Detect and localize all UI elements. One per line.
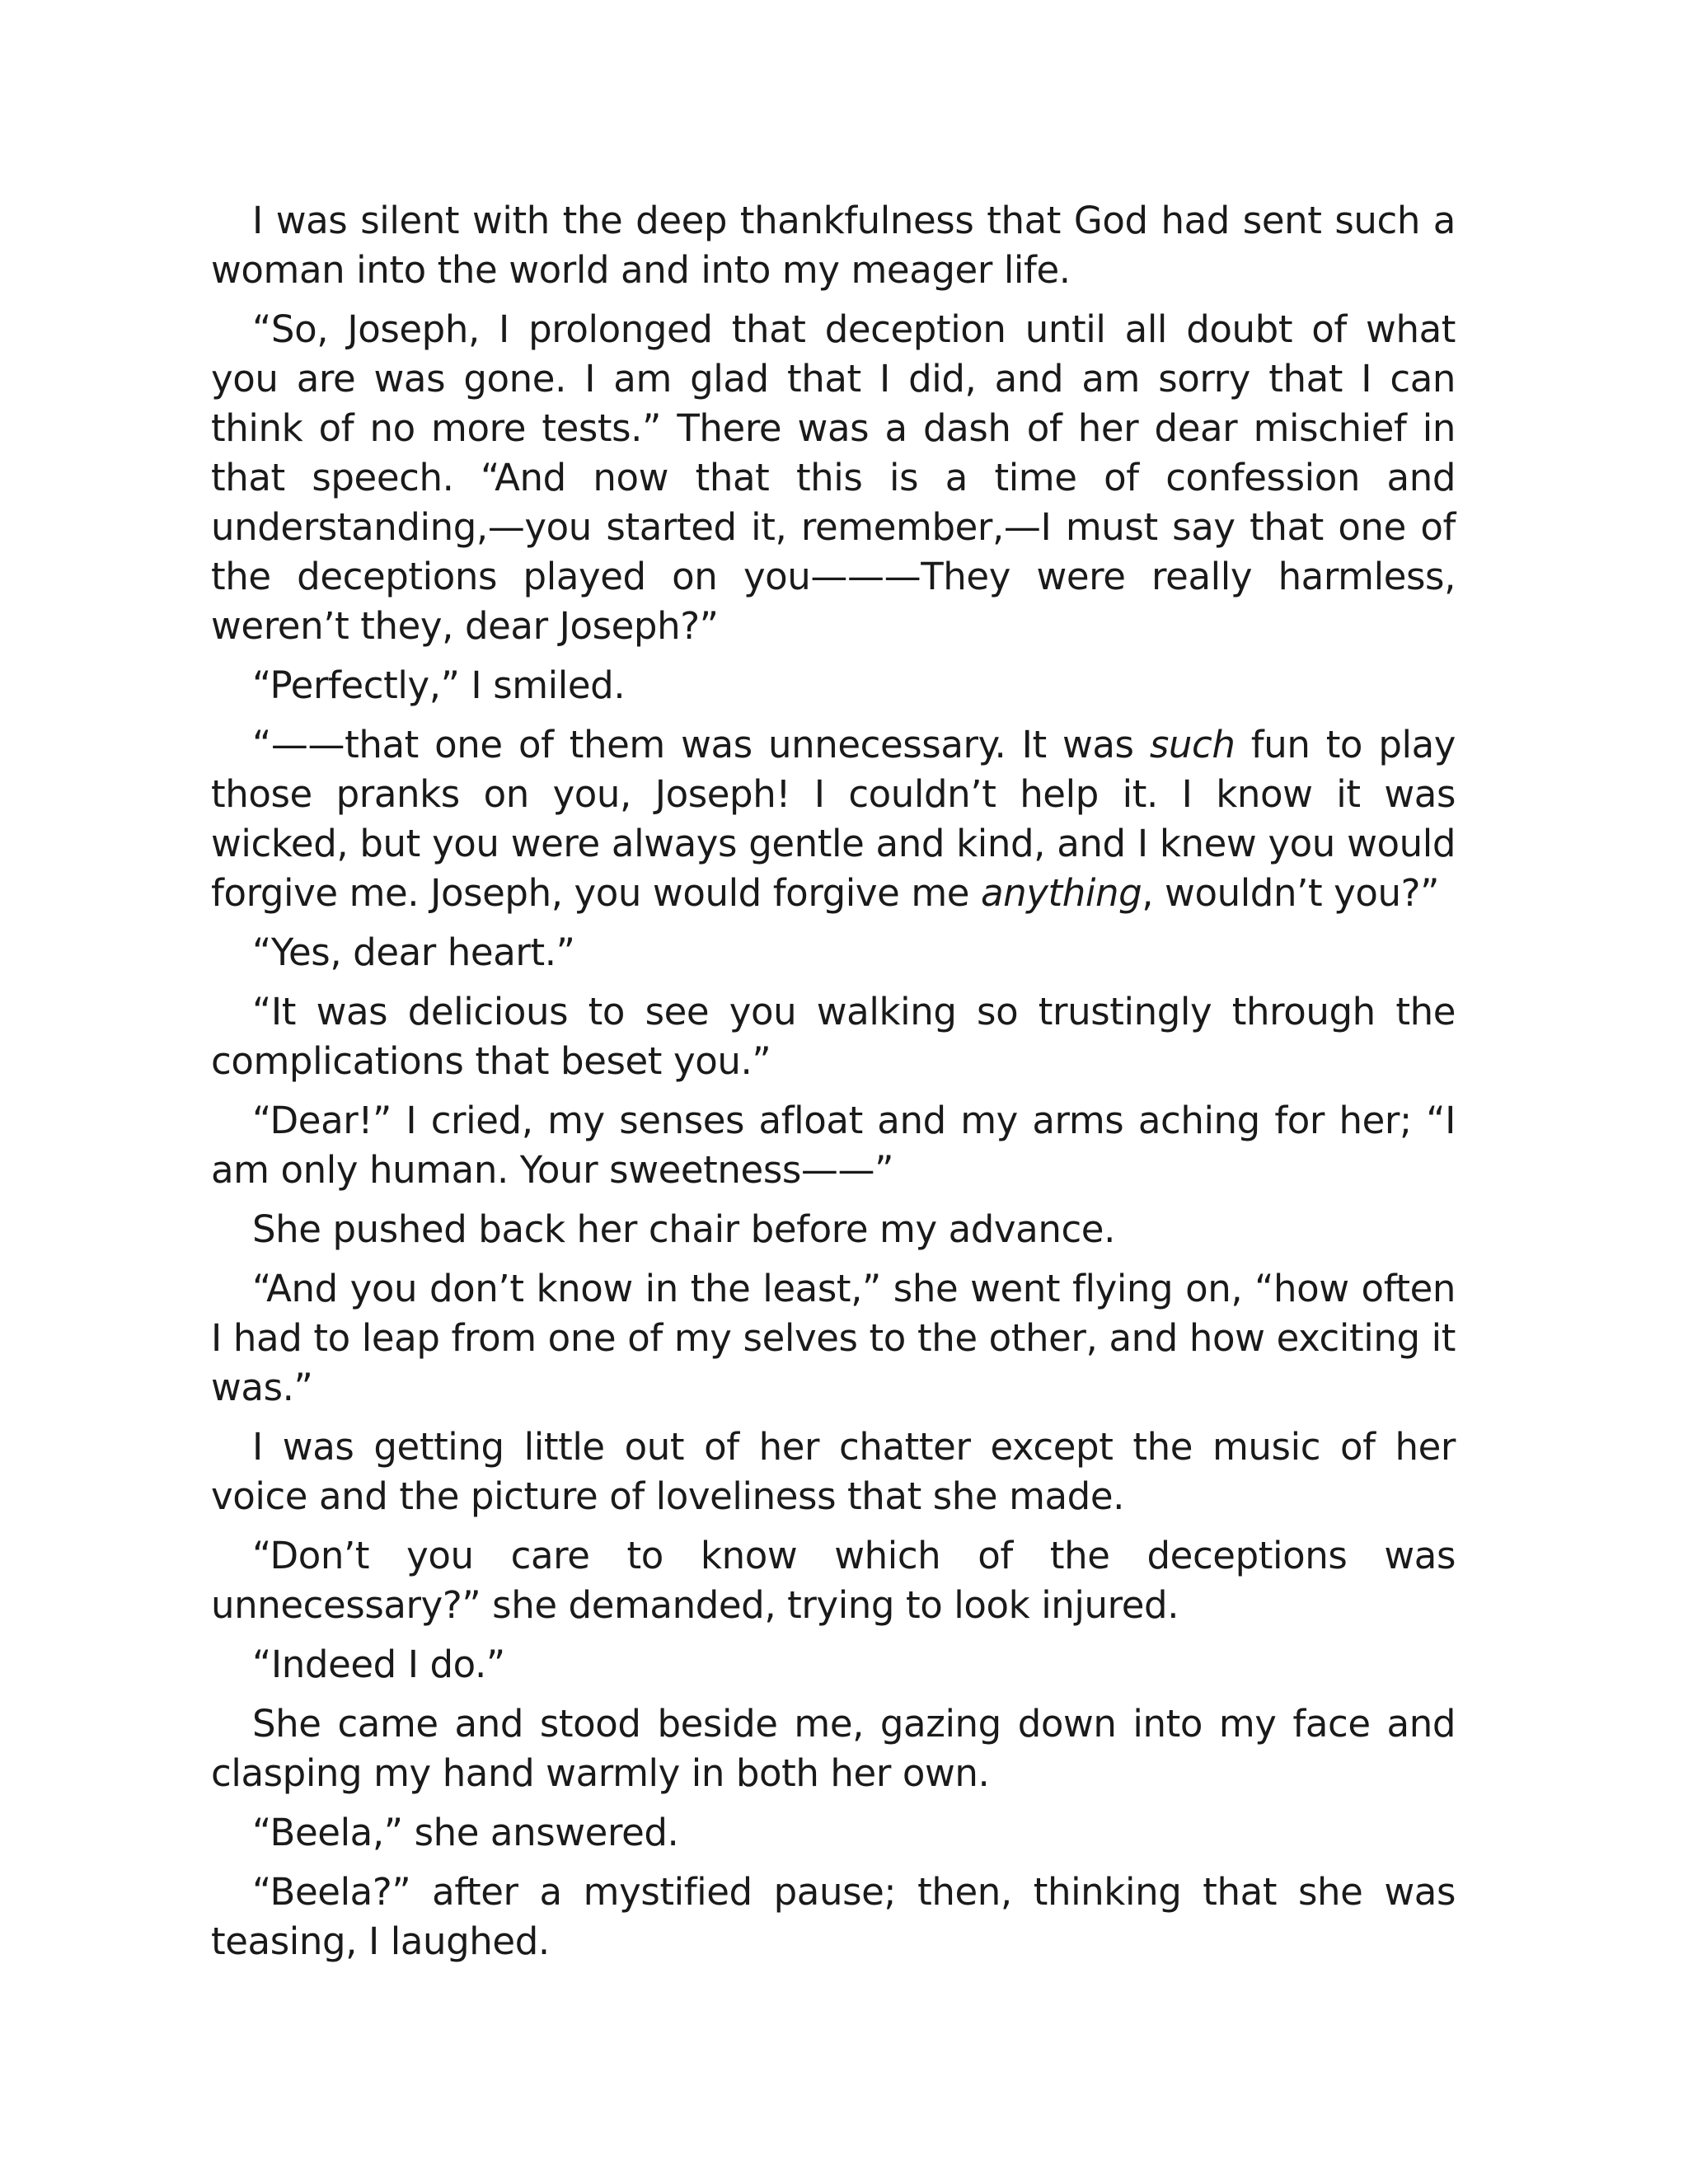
text-run: I was getting little out of her chatter except the music of her voice and the picture of loveliness that she made. <box>211 1425 1456 1518</box>
text-run: “Beela?” after a mystified pause; then, thinking that she was teasing, I laughed. <box>211 1870 1456 1963</box>
paragraph <box>211 1422 1456 1521</box>
paragraph <box>211 1264 1456 1413</box>
paragraph <box>211 1205 1456 1254</box>
text-run: She pushed back her chair before my advance. <box>252 1207 1115 1251</box>
text-run: “Don’t you care to know which of the deceptions was unnecessary?” she demanded, trying to look injured. <box>211 1534 1456 1627</box>
paragraph <box>211 720 1456 918</box>
paragraph <box>211 661 1456 710</box>
text-run: “Perfectly,” I smiled. <box>252 663 626 707</box>
paragraph <box>211 196 1456 295</box>
text-run: “It was delicious to see you walking so trustingly through the complications that beset you.” <box>211 990 1456 1083</box>
italic-text: anything <box>980 871 1142 915</box>
paragraph <box>211 1531 1456 1630</box>
text-run: “Dear!” I cried, my senses afloat and my arms aching for her; “I am only human. Your sweetness——” <box>211 1099 1456 1192</box>
paragraph <box>211 1808 1456 1858</box>
italic-text: such <box>1149 723 1236 766</box>
paragraph <box>211 1868 1456 1966</box>
paragraph <box>211 1699 1456 1798</box>
text-run: , wouldn’t you?” <box>1142 871 1440 915</box>
text-run: “Yes, dear heart.” <box>252 930 575 974</box>
text-run: “So, Joseph, I prolonged that deception until all doubt of what you are was gone. I am glad that I did, and am sorry that I can think of no more tests.” There was a dash of her dear mischief in that speech. “And now that this is a time of confession and understanding,—you started it, remember,—I must say that one of the deceptions played on you———They were really harmless, weren’t they, dear Joseph?” <box>211 307 1456 648</box>
text-run: She came and stood beside me, gazing down into my face and clasping my hand warmly in both her own. <box>211 1702 1456 1795</box>
book-page <box>211 196 1456 1976</box>
paragraph <box>211 305 1456 651</box>
text-run: “And you don’t know in the least,” she went flying on, “how often I had to leap from one of my selves to the other, and how exciting it was.” <box>211 1267 1456 1409</box>
text-run: fun to play those pranks on you, Joseph! I couldn’t help it. I know it was wicked, but you were always gentle and kind, and I knew you would forgive me. Joseph, you would forgive me <box>211 723 1456 915</box>
text-run: “Beela,” she answered. <box>252 1811 679 1854</box>
paragraph <box>211 987 1456 1086</box>
text-run: “Indeed I do.” <box>252 1643 505 1686</box>
paragraph <box>211 1640 1456 1690</box>
text-run: I was silent with the deep thankfulness that God had sent such a woman into the world and into my meager life. <box>211 199 1456 292</box>
text-run: “——that one of them was unnecessary. It was <box>252 723 1150 766</box>
paragraph <box>211 1096 1456 1195</box>
paragraph <box>211 928 1456 977</box>
